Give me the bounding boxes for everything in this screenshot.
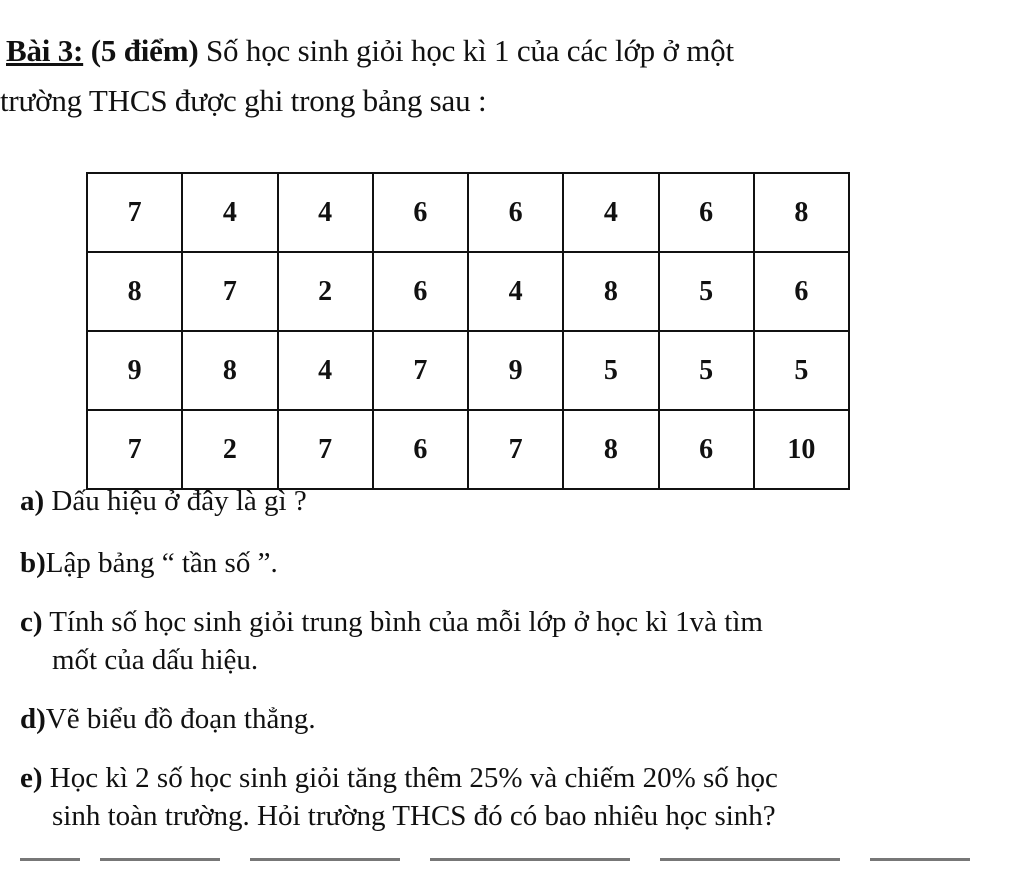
question-c-label: c) [20,606,43,638]
question-c [20,603,763,679]
table-cell: 2 [182,410,277,489]
table-cell: 6 [373,173,468,252]
table-cell: 10 [754,410,849,489]
question-c-text: Tính số học sinh giỏi trung bình của mỗi lớp ở học kì 1và tìm [42,606,763,638]
table-cell: 5 [659,331,754,410]
table-cell: 7 [373,331,468,410]
table-cell: 7 [87,173,182,252]
table-cell: 6 [373,252,468,331]
problem-title: Bài 3: [6,33,84,68]
table-cell: 9 [87,331,182,410]
question-d-text: Vẽ biểu đồ đoạn thẳng. [45,703,316,735]
question-b [20,544,278,582]
table-cell: 8 [754,173,849,252]
question-b-label: b) [20,547,46,579]
table-cell: 7 [182,252,277,331]
table-cell: 8 [563,410,658,489]
table-cell: 6 [754,252,849,331]
table-cell: 2 [278,252,373,331]
problem-statement-line2: trường THCS được ghi trong bảng sau : [0,83,487,118]
cut-off-fragment [100,858,220,861]
table-cell: 5 [754,331,849,410]
table-cell: 4 [468,252,563,331]
table-cell: 4 [563,173,658,252]
problem-statement-line1: Số học sinh giỏi học kì 1 của các lớp ở một [198,33,734,68]
question-e-text: Học kì 2 số học sinh giỏi tăng thêm 25% và chiếm 20% số học [42,762,778,794]
cut-off-fragment [430,858,630,861]
table-cell: 7 [468,410,563,489]
question-e [20,759,778,835]
table-cell: 5 [563,331,658,410]
cut-off-next-line [0,858,1024,873]
question-a [20,482,307,520]
cut-off-fragment [250,858,400,861]
question-b-text: Lập bảng “ tần số ”. [45,547,278,579]
cut-off-fragment [660,858,840,861]
table-cell: 8 [182,331,277,410]
table-cell: 6 [659,173,754,252]
table-cell: 8 [87,252,182,331]
question-c-text-continued: mốt của dấu hiệu. [52,644,259,676]
question-a-label: a) [20,485,45,517]
cut-off-fragment [870,858,970,861]
table-cell: 8 [563,252,658,331]
question-d-label: d) [20,703,46,735]
question-d [20,700,316,738]
table-cell: 4 [278,173,373,252]
table-cell: 4 [278,331,373,410]
question-a-text: Dấu hiệu ở đây là gì ? [44,485,307,517]
cut-off-fragment [20,858,80,861]
table-cell: 9 [468,331,563,410]
table-cell: 4 [182,173,277,252]
question-e-text-continued: sinh toàn trường. Hỏi trường THCS đó có bao nhiêu học sinh? [52,800,776,832]
question-e-label: e) [20,762,43,794]
table-cell: 6 [373,410,468,489]
table-cell: 7 [87,410,182,489]
table-cell: 7 [278,410,373,489]
problem-points: (5 điểm) [83,33,199,68]
table-cell: 6 [468,173,563,252]
table-cell: 6 [659,410,754,489]
table-cell: 5 [659,252,754,331]
